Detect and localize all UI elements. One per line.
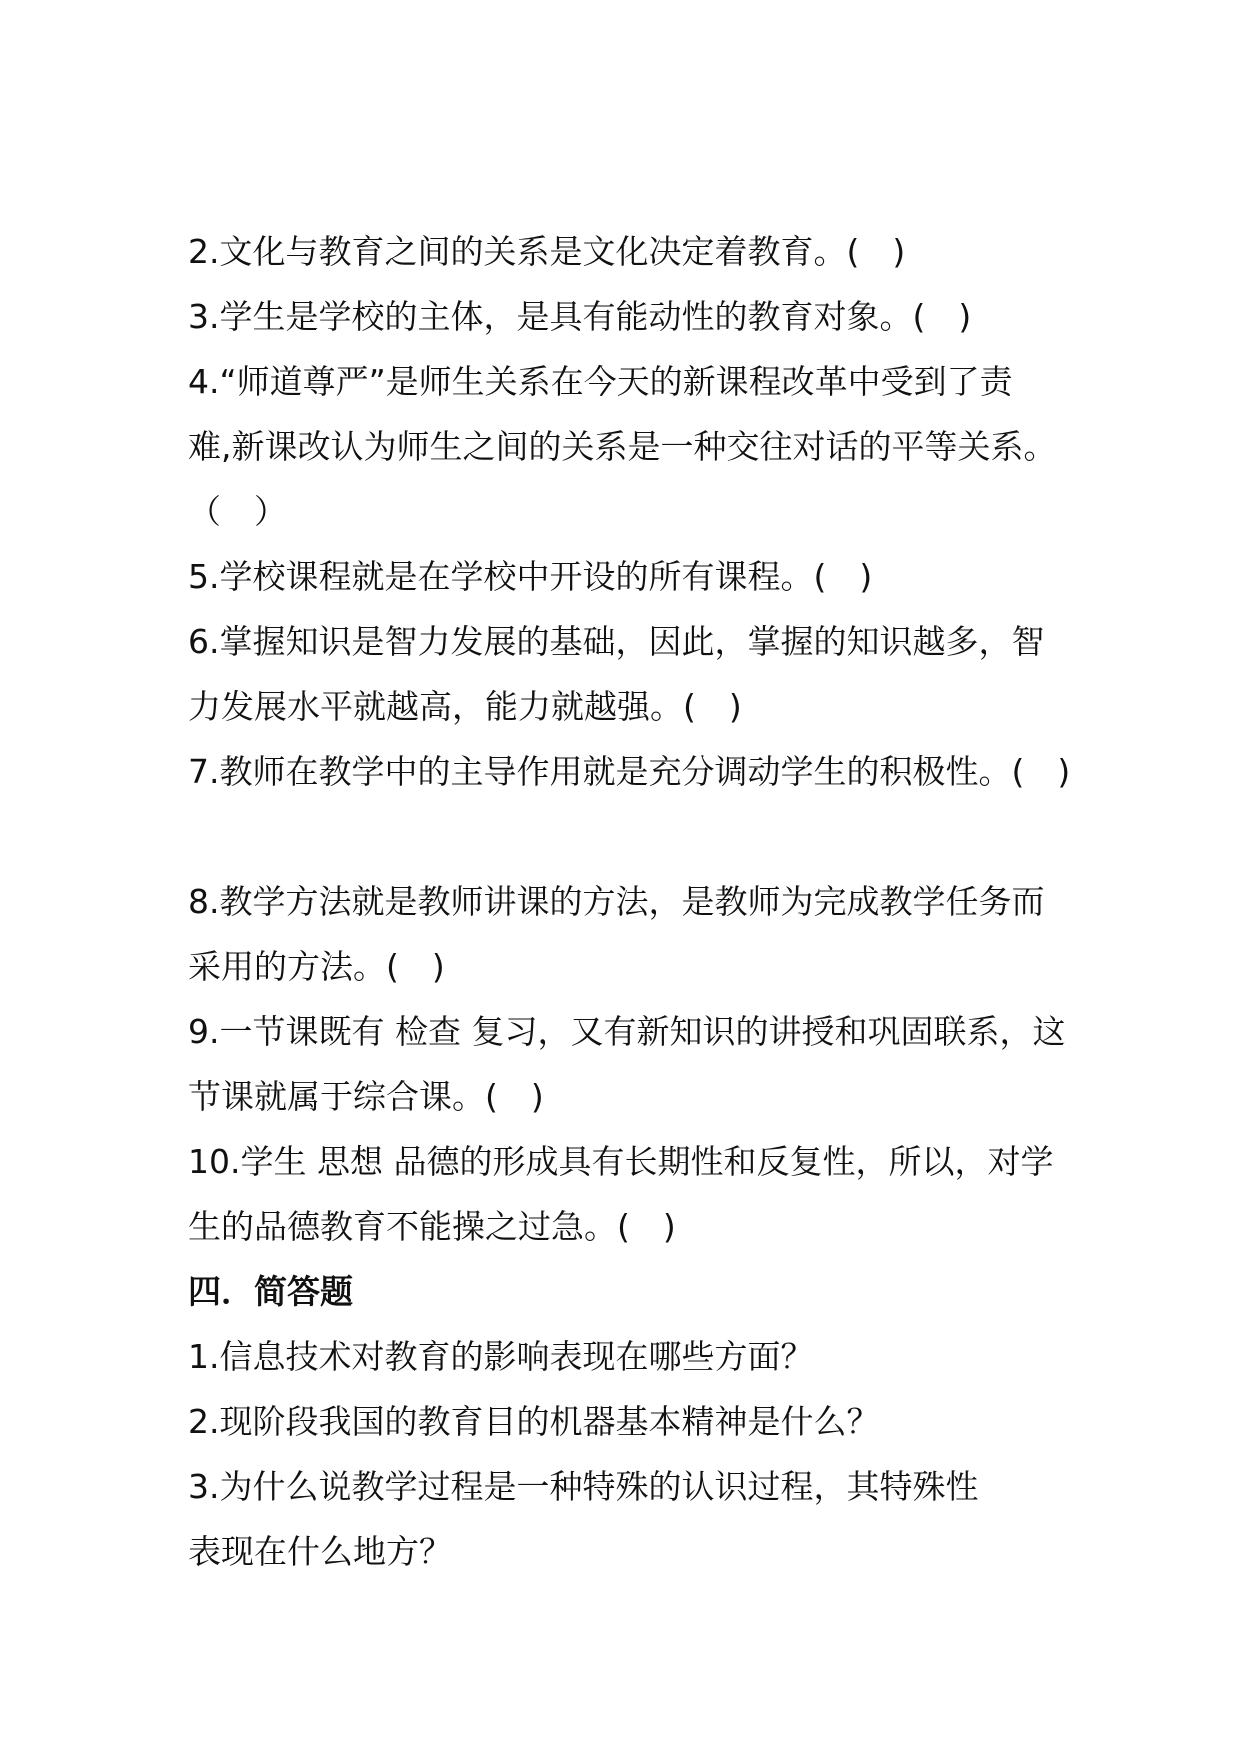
judgment-item-4-line-2: 难,新课改认为师生之间的关系是一种交往对话的平等关系。 bbox=[188, 427, 1057, 466]
judgment-item-4-line-1: 4.“师道尊严”是师生关系在今天的新课程改革中受到了责 bbox=[188, 362, 1013, 401]
judgment-item-3: 3.学生是学校的主体，是具有能动性的教育对象。( ) bbox=[188, 297, 972, 336]
judgment-item-8-line-2: 采用的方法。( ) bbox=[188, 947, 445, 986]
judgment-item-2: 2.文化与教育之间的关系是文化决定着教育。( ) bbox=[188, 232, 906, 271]
judgment-item-10-line-1: 10.学生 思想 品德的形成具有长期性和反复性，所以，对学 bbox=[188, 1142, 1054, 1181]
judgment-item-10-line-2: 生的品德教育不能操之过急。( ) bbox=[188, 1207, 676, 1246]
judgment-item-7: 7.教师在教学中的主导作用就是充分调动学生的积极性。( ) bbox=[188, 752, 1071, 791]
short-answer-question-3-line-2: 表现在什么地方？ bbox=[188, 1532, 452, 1571]
judgment-item-6-line-2: 力发展水平就越高，能力就越强。( ) bbox=[188, 687, 742, 726]
short-answer-question-1: 1.信息技术对教育的影响表现在哪些方面？ bbox=[188, 1337, 814, 1376]
short-answer-question-2: 2.现阶段我国的教育目的机器基本精神是什么？ bbox=[188, 1402, 880, 1441]
short-answer-question-3-line-1: 3.为什么说教学过程是一种特殊的认识过程，其特殊性 bbox=[188, 1467, 979, 1506]
judgment-item-8-line-1: 8.教学方法就是教师讲课的方法，是教师为完成教学任务而 bbox=[188, 882, 1045, 921]
judgment-item-9-line-1: 9.一节课既有 检查 复习，又有新知识的讲授和巩固联系，这 bbox=[188, 1012, 1066, 1051]
judgment-item-9-line-2: 节课就属于综合课。( ) bbox=[188, 1077, 544, 1116]
section-heading: 四．简答题 bbox=[188, 1272, 353, 1311]
judgment-item-6-line-1: 6.掌握知识是智力发展的基础，因此，掌握的知识越多，智 bbox=[188, 622, 1045, 661]
judgment-item-5: 5.学校课程就是在学校中开设的所有课程。( ) bbox=[188, 557, 873, 596]
judgment-item-4-line-3: （ ） bbox=[188, 492, 287, 531]
